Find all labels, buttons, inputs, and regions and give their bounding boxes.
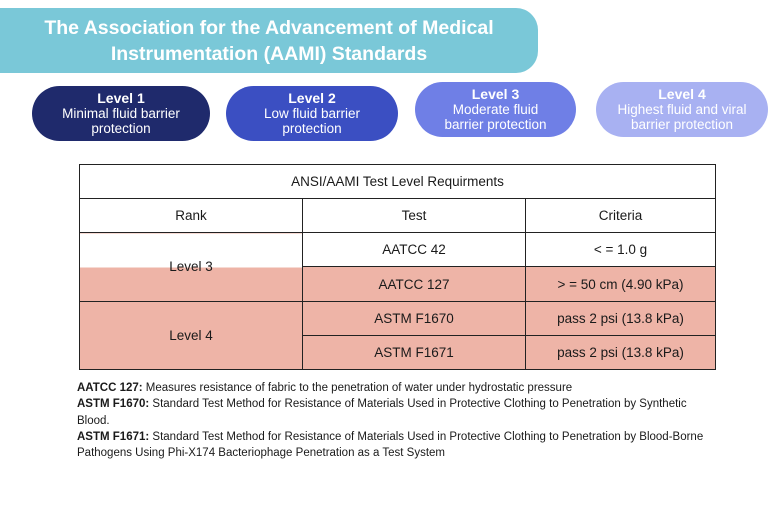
criteria-cell: pass 2 psi (13.8 kPa) (526, 301, 716, 335)
level-3-title: Level 3 (471, 86, 520, 102)
level-2-badge (226, 86, 398, 141)
criteria-cell: > = 50 cm (4.90 kPa) (526, 267, 716, 301)
footnote-astm-f1670 (77, 396, 717, 429)
rank-cell-level-3 (80, 233, 303, 301)
title-line-2: Instrumentation (AAMI) Standards (110, 42, 428, 65)
header-test: Test (303, 199, 526, 233)
test-cell: AATCC 127 (303, 267, 526, 301)
level-2-title: Level 2 (288, 90, 336, 106)
table-header-row (80, 199, 716, 233)
criteria-cell: < = 1.0 g (526, 233, 716, 267)
test-cell: AATCC 42 (303, 233, 526, 267)
level-3-desc-2: barrier protection (444, 117, 547, 132)
table-row (80, 233, 716, 267)
table-caption-row (80, 165, 716, 199)
header-criteria: Criteria (526, 199, 716, 233)
level-1-title: Level 1 (97, 90, 145, 106)
footnote-astm-f1671 (77, 429, 717, 462)
level-2-desc-1: Low fluid barrier (263, 106, 361, 121)
footnote-text: Measures resistance of fabric to the penetration of water under hydrostatic pressure (142, 382, 573, 394)
footnote-term: AATCC 127: (77, 382, 143, 394)
level-2-desc-2: protection (282, 121, 342, 136)
criteria-cell: pass 2 psi (13.8 kPa) (526, 335, 716, 369)
level-1-badge (32, 86, 210, 141)
footnote-aatcc-127 (77, 380, 717, 396)
footnote-term: ASTM F1670: (77, 398, 150, 411)
rank-cell-level-4: Level 4 (80, 301, 303, 369)
level-4-desc-1: Highest fluid and viral (617, 102, 747, 117)
title-line-1: The Association for the Advancement of Medical (44, 16, 494, 39)
footnotes (77, 380, 717, 461)
footnote-text: Standard Test Method for Resistance of Materials Used in Protective Clothing to Penetration by Synthetic Blood. (77, 398, 687, 427)
test-cell: ASTM F1671 (303, 335, 526, 369)
level-3-badge (415, 82, 576, 137)
title-banner (0, 8, 538, 73)
level-1-desc-2: protection (91, 121, 151, 136)
footnote-term: ASTM F1671: (77, 430, 150, 443)
level-1-desc-1: Minimal fluid barrier (62, 106, 180, 121)
header-rank: Rank (80, 199, 303, 233)
test-cell: ASTM F1670 (303, 301, 526, 335)
footnote-text: Standard Test Method for Resistance of Materials Used in Protective Clothing to Penetration by Blood-Borne Pathogens Using Phi-X174 Bacteriophage Penetration as a Test System (77, 430, 704, 460)
table-caption: ANSI/AAMI Test Level Requirments (80, 165, 716, 199)
rank-label-level-3: Level 3 (169, 259, 213, 275)
table-row (80, 301, 716, 335)
level-4-badge (596, 82, 768, 137)
level-3-desc-1: Moderate fluid (452, 102, 539, 117)
test-level-table (79, 164, 716, 370)
level-4-desc-2: barrier protection (630, 117, 734, 132)
level-4-title: Level 4 (658, 86, 706, 102)
